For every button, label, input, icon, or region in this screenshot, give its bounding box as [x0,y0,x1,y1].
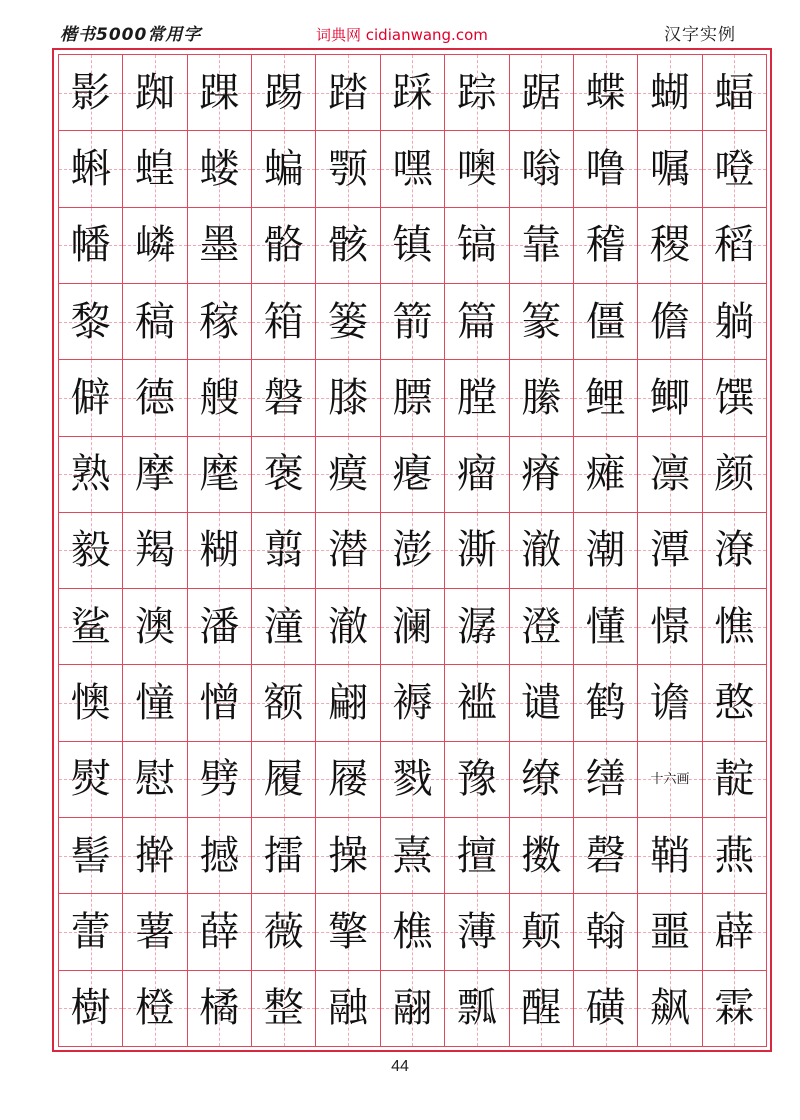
character: 潺 [456,603,497,650]
character: 磐 [263,374,304,421]
character: 踟 [135,69,176,116]
character: 薇 [263,909,304,956]
character: 憧 [135,680,176,727]
grid-cell [574,437,638,513]
character: 靠 [521,222,562,269]
character: 蝴 [649,69,690,116]
grid-cell [59,131,123,207]
character: 磬 [585,832,626,879]
character: 潜 [328,527,369,574]
grid-cell [445,894,509,970]
grid-cell [638,742,702,818]
grid-cell [703,131,767,207]
grid-cell [59,665,123,741]
character: 樹 [70,985,111,1032]
character: 慰 [135,756,176,803]
grid-cell [123,513,187,589]
character: 澳 [135,603,176,650]
grid-cell [316,437,380,513]
character: 箭 [392,298,433,345]
grid-cell [510,208,574,284]
grid-cell [638,665,702,741]
grid-cell [638,360,702,436]
grid-cell [381,894,445,970]
grid-cell [445,971,509,1047]
grid-cell [574,894,638,970]
character: 褒 [263,451,304,498]
character: 毅 [70,527,111,574]
character: 潘 [199,603,240,650]
grid-cell [188,437,252,513]
character: 翮 [392,985,433,1032]
grid-cell [574,360,638,436]
grid-cell [59,894,123,970]
grid-cell [638,894,702,970]
grid-cell [381,131,445,207]
character: 擅 [456,832,497,879]
grid-cell [188,742,252,818]
grid-cell [703,971,767,1047]
character: 踏 [328,69,369,116]
grid-cell [316,971,380,1047]
grid-cell [123,131,187,207]
grid-cell [574,131,638,207]
grid-cell [252,284,316,360]
grid-cell [703,589,767,665]
grid-cell [123,208,187,284]
character: 噩 [649,909,690,956]
character: 澎 [392,527,433,574]
grid-cell [252,131,316,207]
grid-cell [188,360,252,436]
character: 瓢 [456,985,497,1032]
grid-cell [252,589,316,665]
grid-cell [703,818,767,894]
grid-cell [316,513,380,589]
character: 德 [135,374,176,421]
grid-cell [252,55,316,131]
grid-cell [188,894,252,970]
grid-cell [445,513,509,589]
character: 橘 [199,985,240,1032]
character: 磺 [585,985,626,1032]
grid-cell [445,437,509,513]
grid-cell [316,589,380,665]
character-grid [58,54,767,1047]
character: 戮 [392,756,433,803]
grid-cell [252,665,316,741]
grid-cell [510,971,574,1047]
character: 谵 [649,680,690,727]
grid-cell [703,360,767,436]
character: 噜 [585,145,626,192]
character: 鹤 [585,680,626,727]
grid-cell [703,742,767,818]
character: 憨 [714,680,755,727]
character: 箱 [263,298,304,345]
grid-cell [188,284,252,360]
grid-cell [316,208,380,284]
character: 篓 [328,298,369,345]
grid-cell [252,437,316,513]
grid-cell [510,818,574,894]
character: 镇 [392,222,433,269]
grid-cell [638,437,702,513]
character: 履 [263,756,304,803]
grid-cell [381,437,445,513]
character: 糊 [199,527,240,574]
character: 樵 [392,909,433,956]
practice-sheet [52,48,772,1052]
character: 凛 [649,451,690,498]
character: 踝 [199,69,240,116]
character: 骸 [328,222,369,269]
character: 擞 [521,832,562,879]
character: 蝼 [199,145,240,192]
character: 镐 [456,222,497,269]
character: 操 [328,832,369,879]
character: 缭 [521,756,562,803]
grid-cell [381,284,445,360]
character: 馔 [714,374,755,421]
grid-cell [510,894,574,970]
character: 鞘 [649,832,690,879]
character: 篆 [521,298,562,345]
character: 澄 [521,603,562,650]
grid-cell [445,742,509,818]
character: 潭 [649,527,690,574]
grid-cell [510,437,574,513]
grid-cell [59,589,123,665]
character: 稼 [199,298,240,345]
character: 瘪 [392,451,433,498]
character: 燕 [714,832,755,879]
character: 擀 [135,832,176,879]
grid-cell [188,55,252,131]
grid-cell [638,284,702,360]
page-header [0,0,800,48]
grid-cell [252,742,316,818]
book-title: 楷书5000常用字 [60,25,202,45]
character: 劈 [199,756,240,803]
grid-cell [510,589,574,665]
grid-cell [574,742,638,818]
character: 躺 [714,298,755,345]
character: 踞 [521,69,562,116]
character: 额 [263,680,304,727]
grid-cell [252,894,316,970]
grid-cell [123,818,187,894]
grid-cell [574,589,638,665]
grid-cell [445,360,509,436]
character: 橙 [135,985,176,1032]
grid-cell [188,971,252,1047]
character: 摩 [135,451,176,498]
grid-cell [188,208,252,284]
character: 艘 [199,374,240,421]
character: 膝 [328,374,369,421]
character: 憬 [649,603,690,650]
grid-cell [381,665,445,741]
section-title: 汉字实例 [664,25,736,45]
character: 瘫 [585,451,626,498]
character: 缮 [585,756,626,803]
character: 麾 [199,451,240,498]
character: 熨 [70,756,111,803]
character: 羯 [135,527,176,574]
grid-cell [123,55,187,131]
character: 薜 [714,909,755,956]
site-watermark: 词典网 cidianwang.com [316,26,488,44]
grid-cell [510,55,574,131]
grid-cell [252,818,316,894]
character: 薄 [456,909,497,956]
character: 僻 [70,374,111,421]
character: 懂 [585,603,626,650]
grid-cell [638,55,702,131]
grid-cell [638,818,702,894]
character: 潮 [585,527,626,574]
grid-cell [445,131,509,207]
grid-cell [123,894,187,970]
character: 嶙 [135,222,176,269]
character: 噔 [714,145,755,192]
character: 黎 [70,298,111,345]
grid-cell [510,360,574,436]
character: 瘼 [328,451,369,498]
character: 霖 [714,985,755,1032]
character: 稿 [135,298,176,345]
character: 稷 [649,222,690,269]
grid-cell [703,208,767,284]
grid-cell [574,818,638,894]
grid-cell [638,513,702,589]
character: 嘱 [649,145,690,192]
grid-cell [510,665,574,741]
grid-cell [188,589,252,665]
character: 蝠 [714,69,755,116]
character: 墨 [199,222,240,269]
character: 屦 [328,756,369,803]
character: 潦 [714,527,755,574]
grid-cell [59,284,123,360]
grid-cell [381,818,445,894]
grid-cell [123,665,187,741]
character: 飙 [649,985,690,1032]
character: 蝗 [135,145,176,192]
grid-cell [510,513,574,589]
grid-cell [703,894,767,970]
character: 潼 [263,603,304,650]
character: 踪 [456,69,497,116]
character: 踢 [263,69,304,116]
grid-cell [59,742,123,818]
grid-cell [381,55,445,131]
character: 醒 [521,985,562,1032]
grid-cell [574,208,638,284]
grid-cell [638,131,702,207]
stroke-count-label: 十六画 [650,771,690,787]
grid-cell [123,589,187,665]
grid-cell [638,589,702,665]
character: 膘 [392,374,433,421]
character: 熹 [392,832,433,879]
grid-cell [381,360,445,436]
grid-cell [188,665,252,741]
grid-cell [381,589,445,665]
grid-cell [252,208,316,284]
character: 僵 [585,298,626,345]
grid-cell [574,55,638,131]
character: 瘤 [456,451,497,498]
character: 澈 [521,527,562,574]
character: 翰 [585,909,626,956]
character: 影 [70,69,111,116]
character: 骼 [263,222,304,269]
character: 髻 [70,832,111,879]
grid-cell [252,971,316,1047]
character: 蝶 [585,69,626,116]
grid-cell [316,55,380,131]
grid-cell [574,971,638,1047]
grid-cell [59,437,123,513]
grid-cell [316,665,380,741]
grid-cell [123,360,187,436]
character: 擂 [263,832,304,879]
character: 熟 [70,451,111,498]
grid-cell [638,971,702,1047]
grid-cell [123,742,187,818]
character: 篇 [456,298,497,345]
grid-cell [381,208,445,284]
character: 澜 [392,603,433,650]
grid-cell [445,208,509,284]
grid-cell [638,208,702,284]
character: 澈 [328,603,369,650]
character: 稻 [714,222,755,269]
character: 憔 [714,603,755,650]
character: 鲨 [70,603,111,650]
grid-cell [316,131,380,207]
character: 豫 [456,756,497,803]
character: 稽 [585,222,626,269]
character: 整 [263,985,304,1032]
character: 褥 [392,680,433,727]
character: 瘠 [521,451,562,498]
grid-cell [574,284,638,360]
grid-cell [188,131,252,207]
grid-cell [252,360,316,436]
character: 嗡 [521,145,562,192]
grid-cell [316,894,380,970]
grid-cell [59,513,123,589]
grid-cell [703,665,767,741]
grid-cell [59,971,123,1047]
grid-cell [703,55,767,131]
character: 鲫 [649,374,690,421]
grid-cell [703,284,767,360]
character: 儋 [649,298,690,345]
character: 踩 [392,69,433,116]
character: 融 [328,985,369,1032]
grid-cell [59,208,123,284]
grid-cell [59,55,123,131]
grid-cell [445,55,509,131]
character: 澌 [456,527,497,574]
grid-cell [510,131,574,207]
grid-cell [188,818,252,894]
character: 褴 [456,680,497,727]
grid-cell [574,513,638,589]
grid-cell [123,971,187,1047]
character: 噢 [456,145,497,192]
grid-cell [510,284,574,360]
grid-cell [123,284,187,360]
grid-cell [381,742,445,818]
grid-cell [574,665,638,741]
character: 擎 [328,909,369,956]
grid-cell [59,360,123,436]
grid-cell [445,818,509,894]
character: 颠 [521,909,562,956]
character: 谴 [521,680,562,727]
character: 薛 [199,909,240,956]
character: 憎 [199,680,240,727]
grid-cell [381,513,445,589]
grid-cell [445,589,509,665]
grid-cell [59,818,123,894]
character: 縢 [521,374,562,421]
character: 撼 [199,832,240,879]
grid-cell [252,513,316,589]
grid-cell [316,360,380,436]
character: 懊 [70,680,111,727]
grid-cell [445,665,509,741]
character: 膛 [456,374,497,421]
grid-cell [123,437,187,513]
character: 蝙 [263,145,304,192]
grid-cell [510,742,574,818]
character: 蝌 [70,145,111,192]
grid-cell [381,971,445,1047]
character: 靛 [714,756,755,803]
character: 颜 [714,451,755,498]
grid-cell [316,284,380,360]
character: 翩 [328,680,369,727]
page-number: 44 [391,1058,409,1075]
character: 鲤 [585,374,626,421]
character: 薯 [135,909,176,956]
character: 嘿 [392,145,433,192]
grid-cell [703,437,767,513]
grid-cell [316,818,380,894]
character: 蕾 [70,909,111,956]
character: 颚 [328,145,369,192]
grid-cell [188,513,252,589]
character: 幡 [70,222,111,269]
grid-cell [703,513,767,589]
grid-cell [316,742,380,818]
grid-cell [445,284,509,360]
character: 翦 [263,527,304,574]
